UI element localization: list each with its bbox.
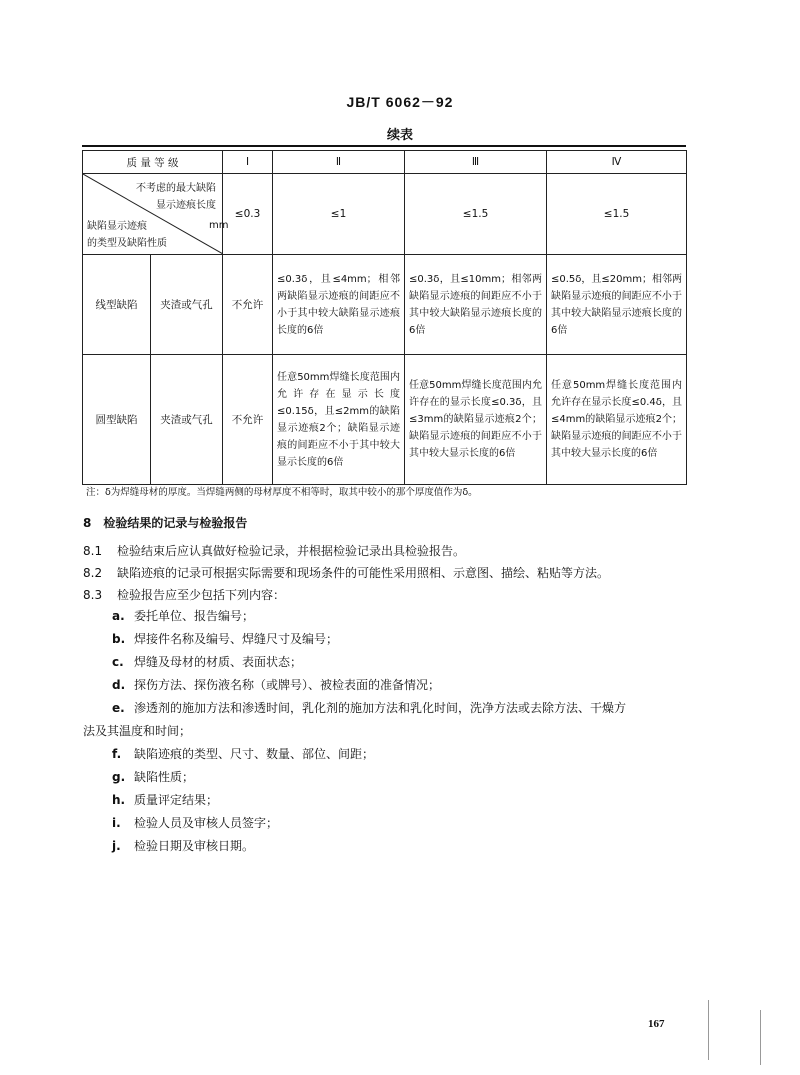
list-item-f [112,745,374,762]
list-item-g [112,768,194,785]
item-text: 缺陷性质； [134,770,195,784]
list-item-d [112,676,440,693]
item-marker: b. [112,632,126,646]
list-item-e-continuation: 法及其温度和时间； [83,724,192,738]
item-text: 检验人员及审核人员签字； [134,816,279,830]
grade-3-header: Ⅲ [405,151,547,174]
clause-8-1 [83,542,465,559]
item-text: 委托单位、报告编号； [134,609,255,623]
table-top-rule [82,145,686,147]
clause-number: 8.3 [83,588,103,602]
grade-4-header: Ⅳ [547,151,687,174]
clause-number: 8.1 [83,544,103,558]
diagonal-top-line-1: 不考虑的最大缺陷 [136,183,217,194]
item-marker: i. [112,816,121,830]
list-item-j [112,837,254,854]
max-length-row [83,174,687,255]
list-item-b [112,630,338,647]
linear-defect-row [83,255,687,355]
length-value-grade-2: ≤1 [273,174,405,255]
item-marker: e. [112,701,125,715]
list-item-i [112,814,278,831]
clause-8-2 [83,564,609,581]
item-text: 探伤方法、探伤液名称（或牌号）、被检表面的准备情况； [134,678,441,692]
item-marker: c. [112,655,124,669]
item-marker: j. [112,839,121,853]
length-value-grade-3: ≤1.5 [405,174,547,255]
scan-edge-line [708,1000,709,1060]
round-grade-2: 任意50mm焊缝长度范围内允许存在显示长度≤0.15δ，且≤2mm的缺陷显示迹痕2个；缺陷显示迹痕的间距应不小于其中较大显示长度的6倍 [273,355,405,485]
scan-edge-line [760,1010,761,1065]
grade-label: 质 量 等 级 [83,151,223,174]
clause-text: 检验结束后应认真做好检验记录，并根据检验记录出具检验报告。 [117,544,466,558]
diagonal-top-label [136,180,216,214]
clause-text: 检验报告应至少包括下列内容： [117,588,286,602]
length-value-grade-1: ≤0.3 [223,174,273,255]
round-grade-4: 任意50mm焊缝长度范围内允许存在显示长度≤0.4δ，且≤4mm的缺陷显示迹痕2个；缺陷显示迹痕的间距应不小于其中较大显示长度的6倍 [547,355,687,485]
item-text: 检验日期及审核日期。 [134,839,255,853]
round-grade-3: 任意50mm焊缝长度范围内允许存在的显示长度≤0.3δ，且≤3mm的缺陷显示迹痕2个；缺陷显示迹痕的间距应不小于其中较大显示长度的6倍 [405,355,547,485]
unit-label: mm [209,220,229,231]
grade-2-header: Ⅱ [273,151,405,174]
linear-grade-2: ≤0.3δ，且≤4mm；相邻两缺陷显示迹痕的间距应不小于其中较大缺陷显示迹痕长度的6倍 [273,255,405,355]
list-item-h [112,791,218,808]
grade-1-header: Ⅰ [223,151,273,174]
defect-nature-round: 夹渣或气孔 [151,355,223,485]
document-header: JB/T 6062－92 [346,94,454,110]
item-text: 焊接件名称及编号、焊缝尺寸及编号； [134,632,339,646]
diagonal-top-line-2: 显示迹痕长度 [156,200,217,211]
defect-type-linear: 线型缺陷 [83,255,151,355]
item-text: 渗透剂的施加方法和渗透时间，乳化剂的施加方法和乳化时间，洗净方法或去除方法、干燥方 [134,701,627,715]
clause-8-3 [83,586,285,603]
round-defect-row [83,355,687,485]
table-note: 注：δ为焊缝母材的厚度。当焊缝两侧的母材厚度不相等时，取其中较小的那个厚度值作为δ。 [86,487,478,498]
item-marker: g. [112,770,126,784]
diagonal-bottom-line-1: 缺陷显示迹痕 [87,221,147,232]
defect-type-round: 圆型缺陷 [83,355,151,485]
item-marker: h. [112,793,126,807]
round-grade-1: 不允许 [223,355,273,485]
list-item-e [112,699,626,716]
clause-text: 缺陷迹痕的记录可根据实际需要和现场条件的可能性采用照相、示意图、描绘、粘贴等方法。 [117,566,610,580]
section-heading: 8 检验结果的记录与检验报告 [83,516,248,530]
diagonal-bottom-label [87,218,167,252]
item-text: 缺陷迹痕的类型、尺寸、数量、部位、间距； [134,747,375,761]
length-value-grade-4: ≤1.5 [547,174,687,255]
list-item-c [112,653,302,670]
item-marker: f. [112,747,122,761]
clause-number: 8.2 [83,566,103,580]
item-marker: a. [112,609,125,623]
list-item-a [112,607,254,624]
linear-grade-4: ≤0.5δ，且≤20mm；相邻两缺陷显示迹痕的间距应不小于其中较大缺陷显示迹痕长度的6倍 [547,255,687,355]
table-header-row [83,151,687,174]
diagonal-header-cell [83,174,229,255]
linear-grade-3: ≤0.3δ，且≤10mm；相邻两缺陷显示迹痕的间距应不小于其中较大缺陷显示迹痕长度的6倍 [405,255,547,355]
defect-nature-linear: 夹渣或气孔 [151,255,223,355]
diagonal-bottom-line-2: 的类型及缺陷性质 [87,238,167,249]
page-number: 167 [648,1018,665,1030]
table-caption: 续表 [386,128,413,143]
item-marker: d. [112,678,126,692]
quality-grade-table [82,150,687,485]
item-text: 焊缝及母材的材质、表面状态； [134,655,303,669]
item-text: 质量评定结果； [134,793,219,807]
linear-grade-1: 不允许 [223,255,273,355]
